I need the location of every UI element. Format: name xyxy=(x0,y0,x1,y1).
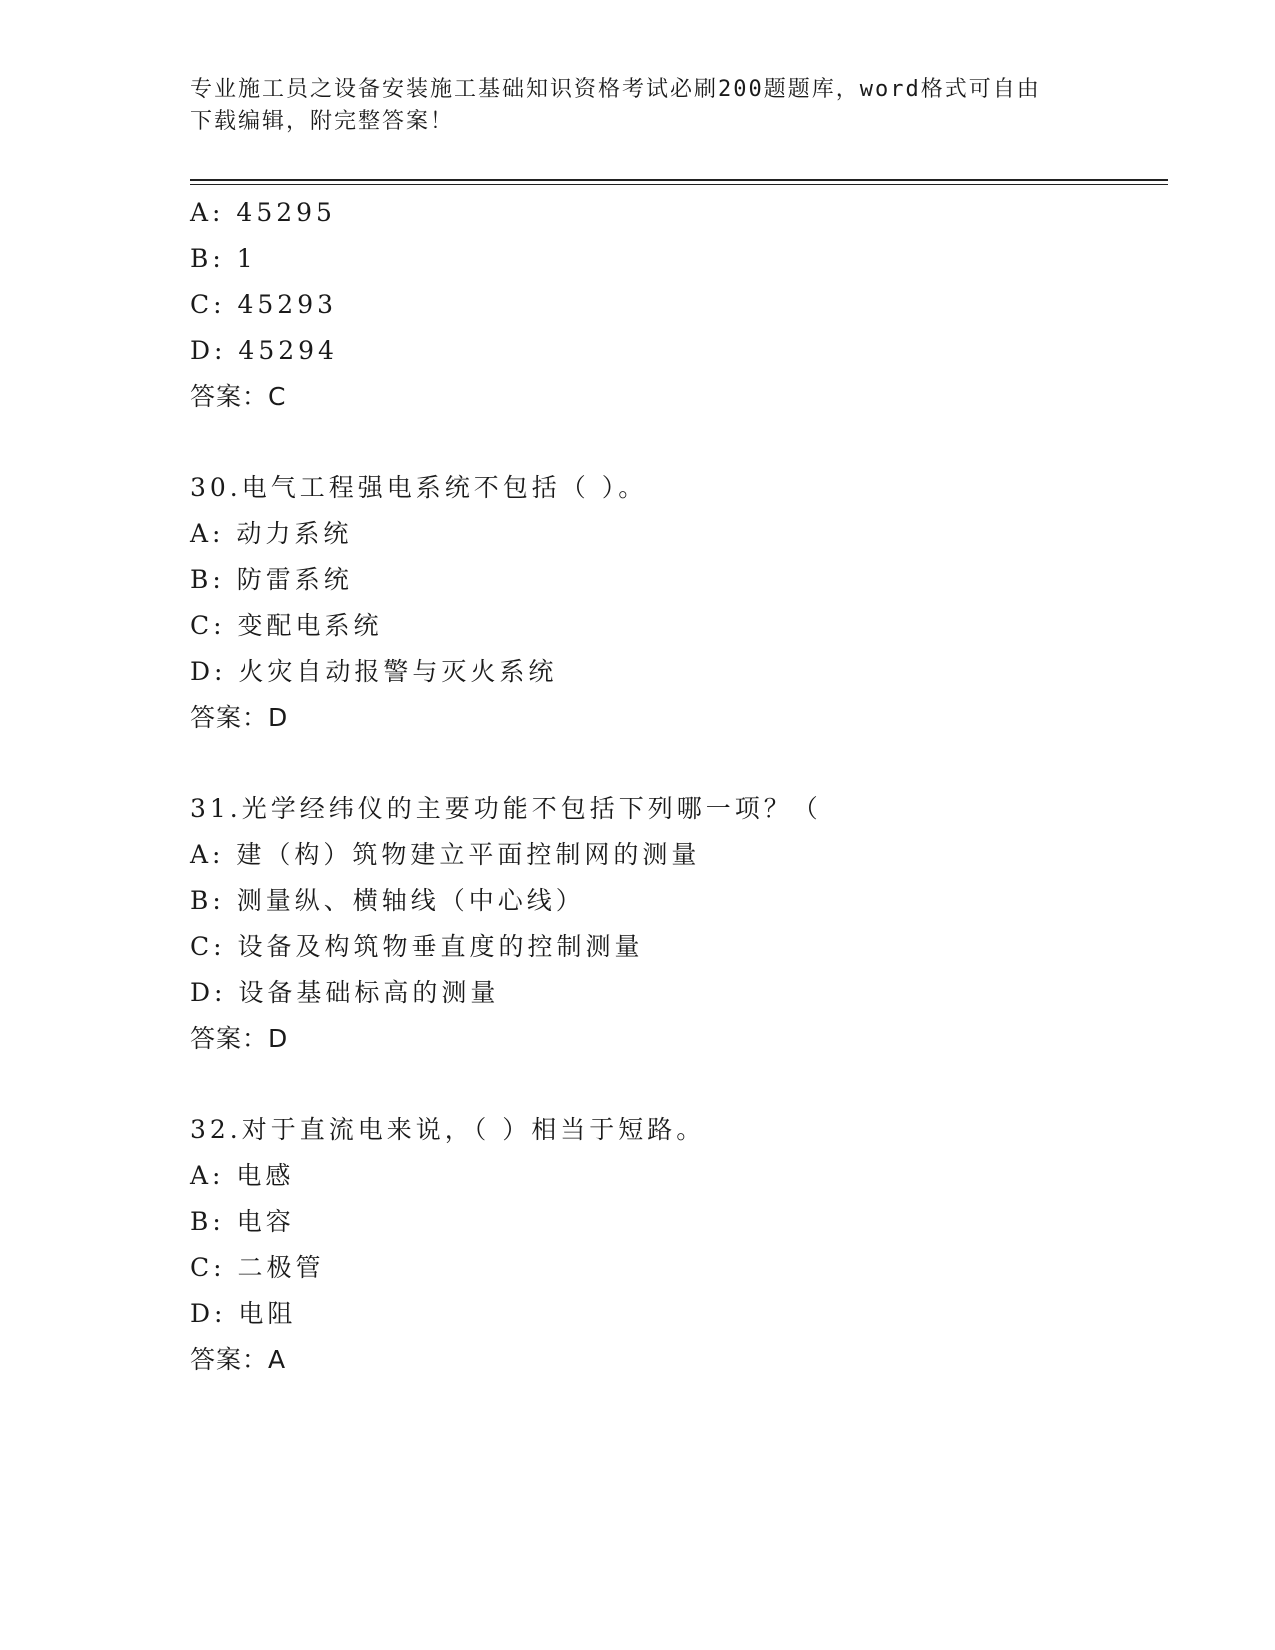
header-title-line-1: 专业施工员之设备安装施工基础知识资格考试必刷200题题库，word格式可自由 xyxy=(190,77,1041,102)
answer-text: 答案：C xyxy=(190,382,287,411)
option-d: D: 设备基础标高的测量 xyxy=(190,978,500,1007)
question-list xyxy=(190,190,1168,1383)
option-a: A: 电感 xyxy=(190,1161,295,1190)
question-block-30 xyxy=(190,465,1168,741)
question-stem: 31.光学经纬仪的主要功能不包括下列哪一项？（ xyxy=(190,794,822,823)
option-c: C: 设备及构筑物垂直度的控制测量 xyxy=(190,932,644,961)
option-b: B: 1 xyxy=(190,244,257,273)
option-c: C: 变配电系统 xyxy=(190,611,383,640)
question-block-32 xyxy=(190,1107,1168,1383)
header-divider-thick xyxy=(190,179,1168,181)
question-stem: 32.对于直流电来说，（ ）相当于短路。 xyxy=(190,1115,706,1144)
spacer xyxy=(190,1062,1168,1107)
spacer xyxy=(190,741,1168,786)
option-b: B: 测量纵、横轴线（中心线） xyxy=(190,886,585,915)
header-title-line-2: 下载编辑，附完整答案！ xyxy=(190,109,455,134)
answer-text: 答案：D xyxy=(190,1024,289,1053)
option-d: D: 电阻 xyxy=(190,1299,297,1328)
option-c: C: 二极管 xyxy=(190,1253,325,1282)
option-a: A: 45295 xyxy=(190,198,336,227)
question-block-29 xyxy=(190,190,1168,420)
option-d: D: 45294 xyxy=(190,336,338,365)
option-b: B: 防雷系统 xyxy=(190,565,353,594)
answer-text: 答案：A xyxy=(190,1345,287,1374)
spacer xyxy=(190,420,1168,465)
option-a: A: 建（构）筑物建立平面控制网的测量 xyxy=(190,840,701,869)
question-block-31 xyxy=(190,786,1168,1062)
option-a: A: 动力系统 xyxy=(190,519,353,548)
option-c: C: 45293 xyxy=(190,290,338,319)
answer-text: 答案：D xyxy=(190,703,289,732)
document-header xyxy=(190,74,1090,138)
header-divider-thin xyxy=(190,184,1168,185)
option-b: B: 电容 xyxy=(190,1207,295,1236)
question-stem: 30.电气工程强电系统不包括（ ）。 xyxy=(190,473,648,502)
option-d: D: 火灾自动报警与灭火系统 xyxy=(190,657,558,686)
